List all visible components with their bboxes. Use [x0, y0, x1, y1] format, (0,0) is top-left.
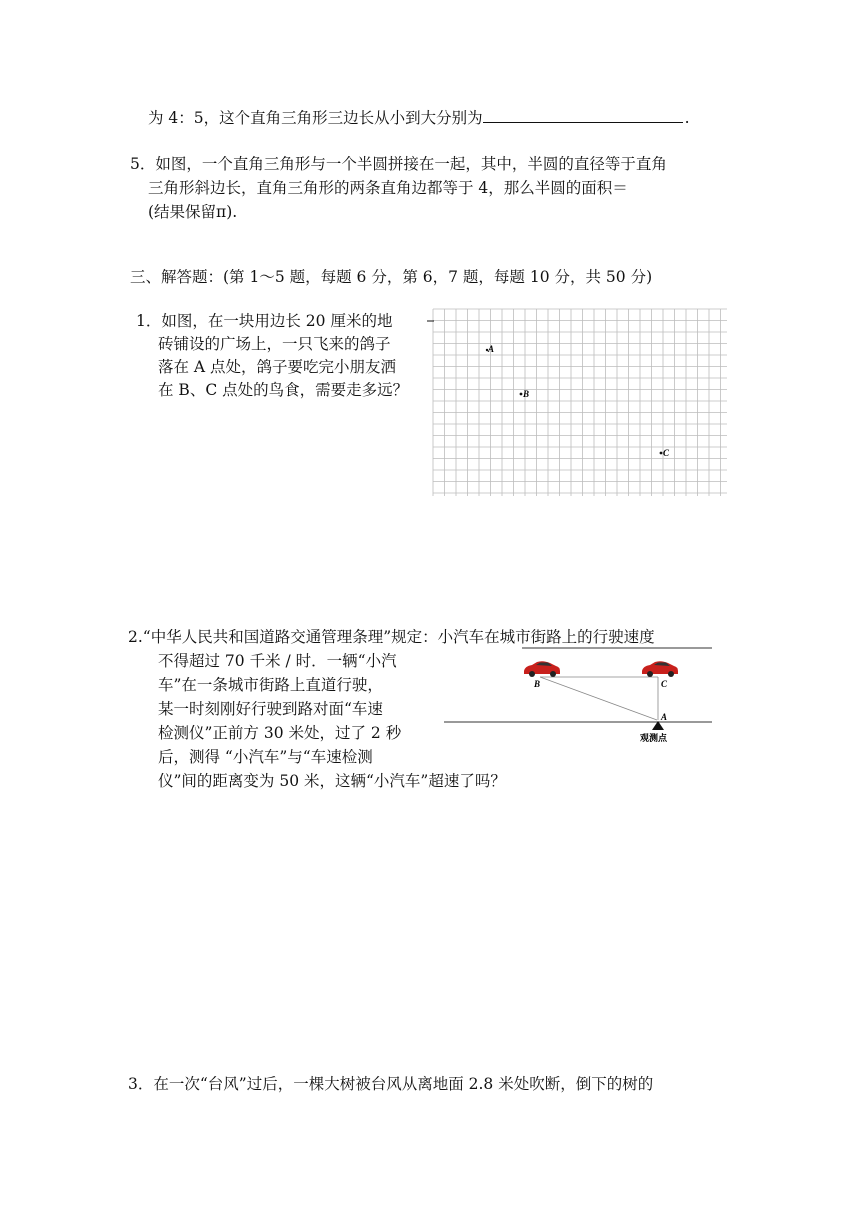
car-icon-c — [642, 661, 678, 677]
q5-line-2: 三角形斜边长，直角三角形的两条直角边都等于 4，那么半圆的面积＝ — [148, 179, 628, 197]
p1-line-4: 在 B、C 点处的鸟食，需要走多远？ — [158, 381, 409, 399]
p2-line-4: 某一时刻刚好行驶到路对面“车速 — [158, 700, 383, 718]
p2-line-2: 不得超过 70 千米 / 时．一辆“小汽 — [158, 652, 397, 670]
segment-ba — [540, 677, 657, 720]
car-point-b-label: B — [534, 679, 541, 689]
car-point-a-label: A — [661, 712, 668, 722]
car-figure — [440, 640, 720, 750]
point-c-label: C — [663, 448, 670, 458]
p1-line-1: 1．如图，在一块用边长 20 厘米的地 — [136, 312, 393, 330]
p2-line-6: 后，测得 “小汽车”与“车速检测 — [158, 748, 373, 766]
p2-line-7: 仪”间的距离变为 50 米，这辆“小汽车”超速了吗？ — [158, 772, 506, 790]
grid-lines — [433, 309, 727, 496]
point-a-label: A — [488, 344, 495, 354]
p1-line-2: 砖铺设的广场上，一只飞来的鸽子 — [158, 335, 391, 353]
p2-line-3: 车”在一条城市街路上直道行驶， — [158, 676, 383, 694]
fill-in-line-q4-end — [148, 106, 690, 128]
q5-line-1: 5．如图，一个直角三角形与一个半圆拼接在一起，其中，半圆的直径等于直角 — [130, 155, 667, 173]
car-icon-b — [524, 661, 560, 677]
section-heading: 三、解答题：(第 1～5 题，每题 6 分，第 6，7 题，每题 10 分，共 50 分) — [130, 268, 653, 286]
p3-line-1: 3．在一次“台风”过后，一棵大树被台风从离地面 2.8 米处吹断，倒下的树的 — [128, 1075, 654, 1093]
p2-line-1: 2.“中华人民共和国道路交通管理条理”规定：小汽车在城市街路上的行驶速度 — [128, 628, 655, 646]
q4-period: . — [684, 109, 690, 127]
p2-line-5: 检测仪”正前方 30 米处，过了 2 秒 — [158, 724, 402, 742]
observer-label: 观测点 — [640, 734, 668, 744]
p1-line-3: 落在 A 点处，鸽子要吃完小朋友洒 — [158, 358, 397, 376]
answer-blank[interactable] — [483, 107, 683, 123]
car-point-c-label: C — [661, 679, 668, 689]
point-c-dot — [660, 452, 663, 455]
point-b-label: B — [523, 389, 530, 399]
grid-figure — [425, 305, 735, 500]
q4-text: 为 4：5，这个直角三角形三边长从小到大分别为 — [148, 109, 483, 127]
q5-line-3: (结果保留π). — [148, 203, 238, 221]
point-b-dot — [520, 393, 523, 396]
